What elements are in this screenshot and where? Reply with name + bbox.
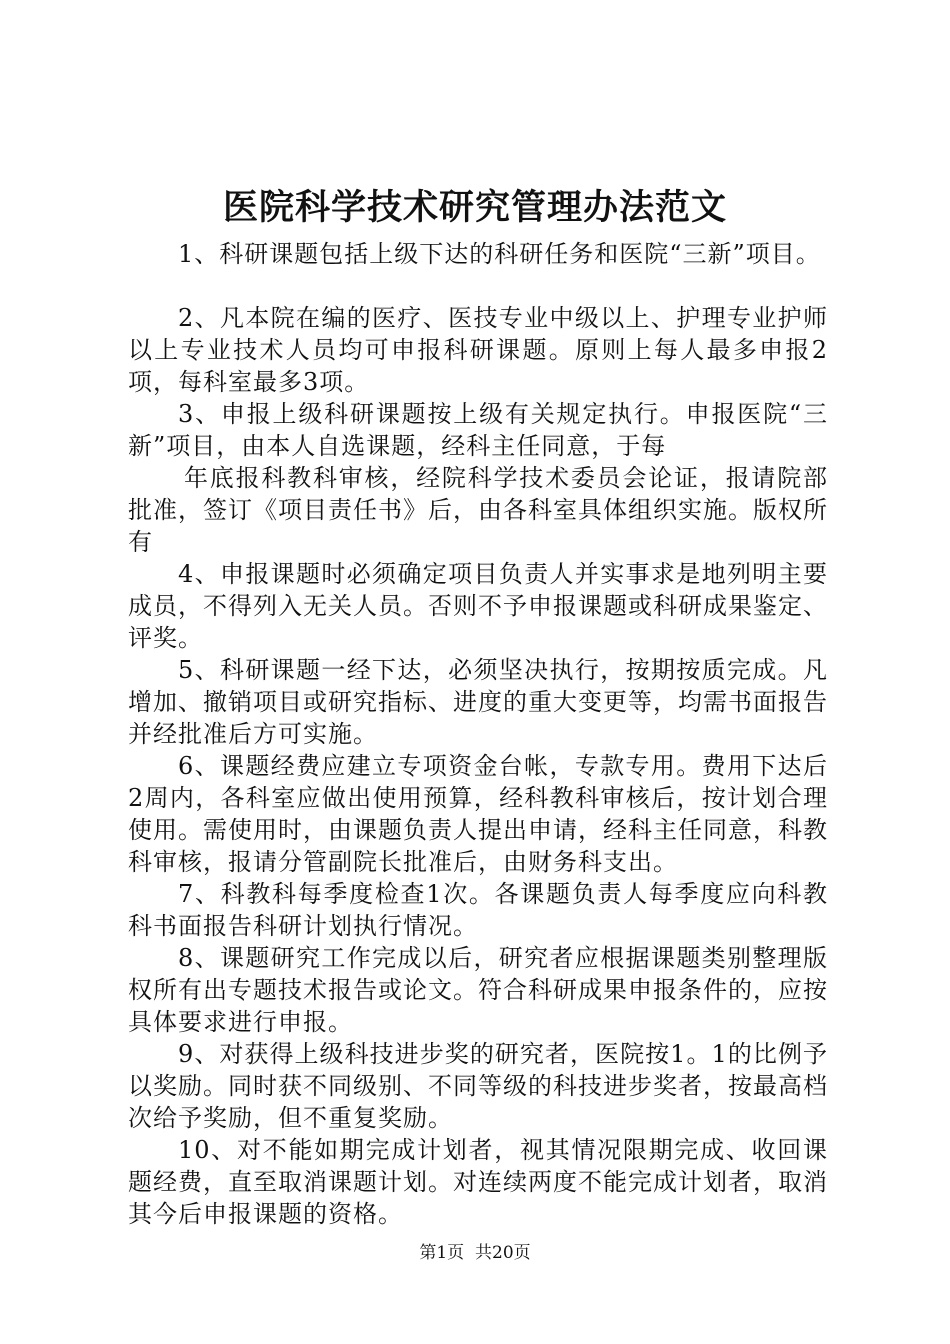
paragraph-8: 8、课题研究工作完成以后，研究者应根据课题类别整理版权所有出专题技术报告或论文。符合科研成果申报条件的，应按具体要求进行申报。 — [128, 944, 828, 1036]
paragraph-4: 4、申报课题时必须确定项目负责人并实事求是地列明主要成员，不得列入无关人员。否则不予申报课题或科研成果鉴定、评奖。 — [128, 560, 828, 652]
paragraph-5: 5、科研课题一经下达，必须坚决执行，按期按质完成。凡增加、撤销项目或研究指标、进度的重大变更等，均需书面报告并经批准后方可实施。 — [128, 656, 828, 748]
document-body — [128, 238, 828, 1230]
paragraph-7: 7、科教科每季度检查1次。各课题负责人每季度应向科教科书面报告科研计划执行情况。 — [128, 880, 828, 940]
paragraph-10: 10、对不能如期完成计划者，视其情况限期完成、收回课题经费，直至取消课题计划。对连续两度不能完成计划者，取消其今后申报课题的资格。 — [128, 1136, 828, 1228]
paragraph-3: 3、申报上级科研课题按上级有关规定执行。申报医院“三新”项目，由本人自选课题，经科主任同意，于每 — [128, 400, 828, 460]
document-title: 医院科学技术研究管理办法范文 — [222, 187, 727, 228]
page-number: 第1页 — [419, 1243, 465, 1263]
paragraph-2: 2、凡本院在编的医疗、医技专业中级以上、护理专业护师以上专业技术人员均可申报科研课题。原则上每人最多申报2项，每科室最多3项。 — [128, 304, 828, 396]
page-total: 共20页 — [475, 1243, 531, 1263]
paragraph-6: 6、课题经费应建立专项资金台帐，专款专用。费用下达后2周内，各科室应做出使用预算，经科教科审核后，按计划合理使用。需使用时，由课题负责人提出申请，经科主任同意，科教科审核，报请分管副院长批准后，由财务科支出。 — [128, 752, 828, 876]
paragraph-3-continued: 年底报科教科审核，经院科学技术委员会论证，报请院部批准，签订《项目责任书》后，由各科室具体组织实施。版权所有 — [128, 464, 828, 556]
footer-spacer — [464, 1243, 475, 1263]
page-footer — [0, 1241, 950, 1265]
paragraph-1: 1、科研课题包括上级下达的科研任务和医院“三新”项目。 — [178, 240, 821, 268]
paragraph-9: 9、对获得上级科技进步奖的研究者，医院按1。1的比例予以奖励。同时获不同级别、不同等级的科技进步奖者，按最高档次给予奖励，但不重复奖励。 — [128, 1040, 828, 1132]
